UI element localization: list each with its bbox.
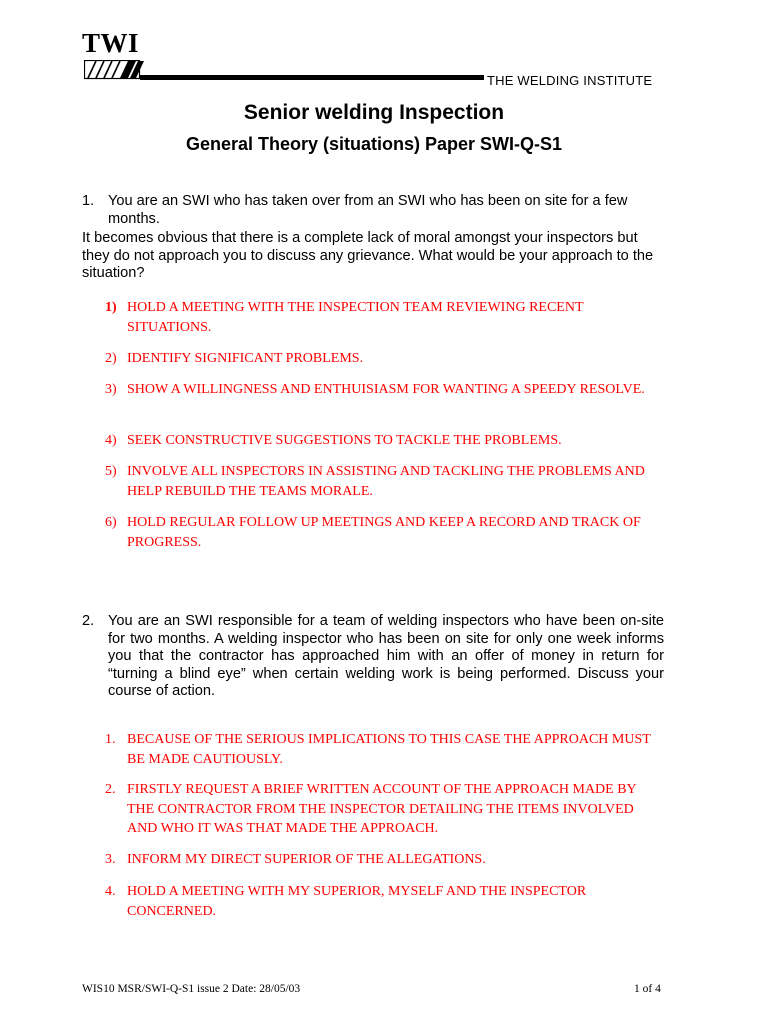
question-1-body: It becomes obvious that there is a complete lack of moral amongst your inspectors but they do not approach you to discuss any grievance. What would be your approach to the situation?	[82, 230, 654, 281]
answer-number: 4)	[105, 433, 117, 448]
answer-number: 1.	[105, 732, 116, 747]
question-1-answer-5	[105, 462, 665, 501]
question-2-intro: You are an SWI responsible for a team of welding inspectors who have been on-site for two months. A welding inspector who has been on site for only one week informs you that the contractor has approached him with an offer of money in return for “turning a blind eye” when certain welding work is being performed. Discuss your course of action.	[108, 613, 664, 699]
answer-text: INVOLVE ALL INSPECTORS IN ASSISTING AND TACKLING THE PROBLEMS AND HELP REBUILD THE TEAMS MORALE.	[127, 464, 645, 499]
twi-logo-text: TWI	[82, 28, 140, 58]
answer-number: 2)	[105, 351, 117, 366]
organization-name: THE WELDING INSTITUTE	[487, 73, 653, 88]
question-1-answer-4	[105, 431, 665, 451]
question-1-number: 1.	[82, 193, 95, 209]
page-title: Senior welding Inspection	[243, 101, 505, 124]
answer-text: BECAUSE OF THE SERIOUS IMPLICATIONS TO THIS CASE THE APPROACH MUST BE MADE CAUTIOUSLY.	[127, 732, 651, 767]
answer-number: 3)	[105, 382, 117, 397]
answer-number: 1)	[105, 300, 117, 315]
question-1-answer-3	[105, 380, 665, 400]
answer-number: 2.	[105, 782, 116, 797]
question-2-number: 2.	[82, 613, 95, 629]
question-1-answer-6	[105, 513, 665, 552]
answer-text: INFORM MY DIRECT SUPERIOR OF THE ALLEGATIONS.	[127, 852, 486, 867]
question-2-answer-1	[105, 730, 665, 769]
question-2-answer-4	[105, 882, 665, 921]
answer-text: HOLD REGULAR FOLLOW UP MEETINGS AND KEEP A RECORD AND TRACK OF PROGRESS.	[127, 515, 641, 550]
answer-text: SHOW A WILLINGNESS AND ENTHUISIASM FOR WANTING A SPEEDY RESOLVE.	[127, 382, 645, 397]
page-subtitle: General Theory (situations) Paper SWI-Q-S1	[185, 134, 563, 154]
answer-number: 4.	[105, 884, 116, 899]
answer-number: 3.	[105, 852, 116, 867]
answer-number: 6)	[105, 515, 117, 530]
answer-text: HOLD A MEETING WITH THE INSPECTION TEAM REVIEWING RECENT SITUATIONS.	[127, 300, 584, 335]
answer-text: IDENTIFY SIGNIFICANT PROBLEMS.	[127, 351, 364, 366]
twi-logo-stripes-icon	[84, 60, 146, 80]
question-2-answer-2	[105, 780, 665, 839]
answer-text: FIRSTLY REQUEST A BRIEF WRITTEN ACCOUNT OF THE APPROACH MADE BY THE CONTRACTOR FROM THE INSPECTOR DETAILING THE ITEMS INVOLVED AND WHO IT WAS THAT MADE THE APPROACH.	[127, 782, 637, 836]
question-1-answer-2	[105, 349, 665, 369]
footer-page-number: 1 of 4	[634, 983, 661, 995]
question-1-intro: You are an SWI who has taken over from an SWI who has been on site for a few months.	[108, 193, 628, 227]
header-rule	[140, 75, 484, 80]
answer-text: SEEK CONSTRUCTIVE SUGGESTIONS TO TACKLE THE PROBLEMS.	[127, 433, 562, 448]
answer-text: HOLD A MEETING WITH MY SUPERIOR, MYSELF AND THE INSPECTOR CONCERNED.	[127, 884, 587, 919]
footer-document-reference: WIS10 MSR/SWI-Q-S1 issue 2 Date: 28/05/03	[82, 983, 301, 995]
question-2-answer-3	[105, 850, 665, 870]
question-1-answer-1	[105, 298, 665, 337]
answer-number: 5)	[105, 464, 117, 479]
